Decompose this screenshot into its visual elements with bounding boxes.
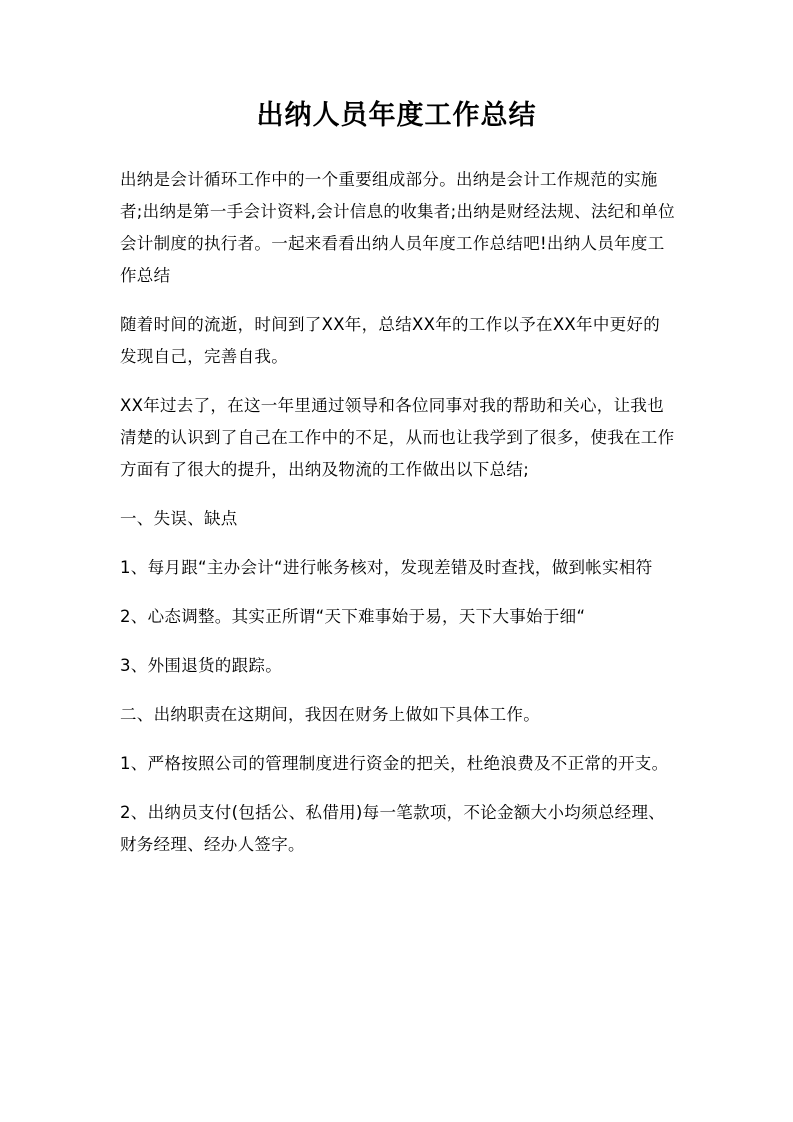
list-item: 2、出纳员支付(包括公、私借用)每一笔款项，不论金额大小均须总经理、财务经理、经办人签字。 [120,803,666,854]
time-paragraph: 随着时间的流逝，时间到了XX年，总结XX年的工作以予在XX年中更好的发现自己，完善自我。 [120,315,661,366]
list-item: 3、外围退货的跟踪。 [120,656,282,675]
list-item: 2、心态调整。其实正所谓“天下难事始于易，天下大事始于细“ [120,607,586,626]
summary-paragraph: XX年过去了，在这一年里通过领导和各位同事对我的帮助和关心，让我也清楚的认识到了自己在工作中的不足，从而也让我学到了很多，使我在工作方面有了很大的提升，出纳及物流的工作做出以下总结; [120,396,675,479]
section-heading-mistakes: 一、失误、缺点 [120,509,238,528]
document-body [120,164,676,878]
list-item: 1、每月跟“主办会计“进行帐务核对，发现差错及时查找，做到帐实相符 [120,558,653,577]
intro-paragraph: 出纳是会计循环工作中的一个重要组成部分。出纳是会计工作规范的实施者;出纳是第一手会计资料,会计信息的收集者;出纳是财经法规、法纪和单位会计制度的执行者。一起来看看出纳人员年度工作总结吧!出纳人员年度工作总结 [120,170,675,285]
list-item: 1、严格按照公司的管理制度进行资金的把关，杜绝浪费及不正常的开支。 [120,754,669,773]
document-title: 出纳人员年度工作总结 [256,100,537,131]
section-heading-duties: 二、出纳职责在这期间，我因在财务上做如下具体工作。 [120,705,540,724]
